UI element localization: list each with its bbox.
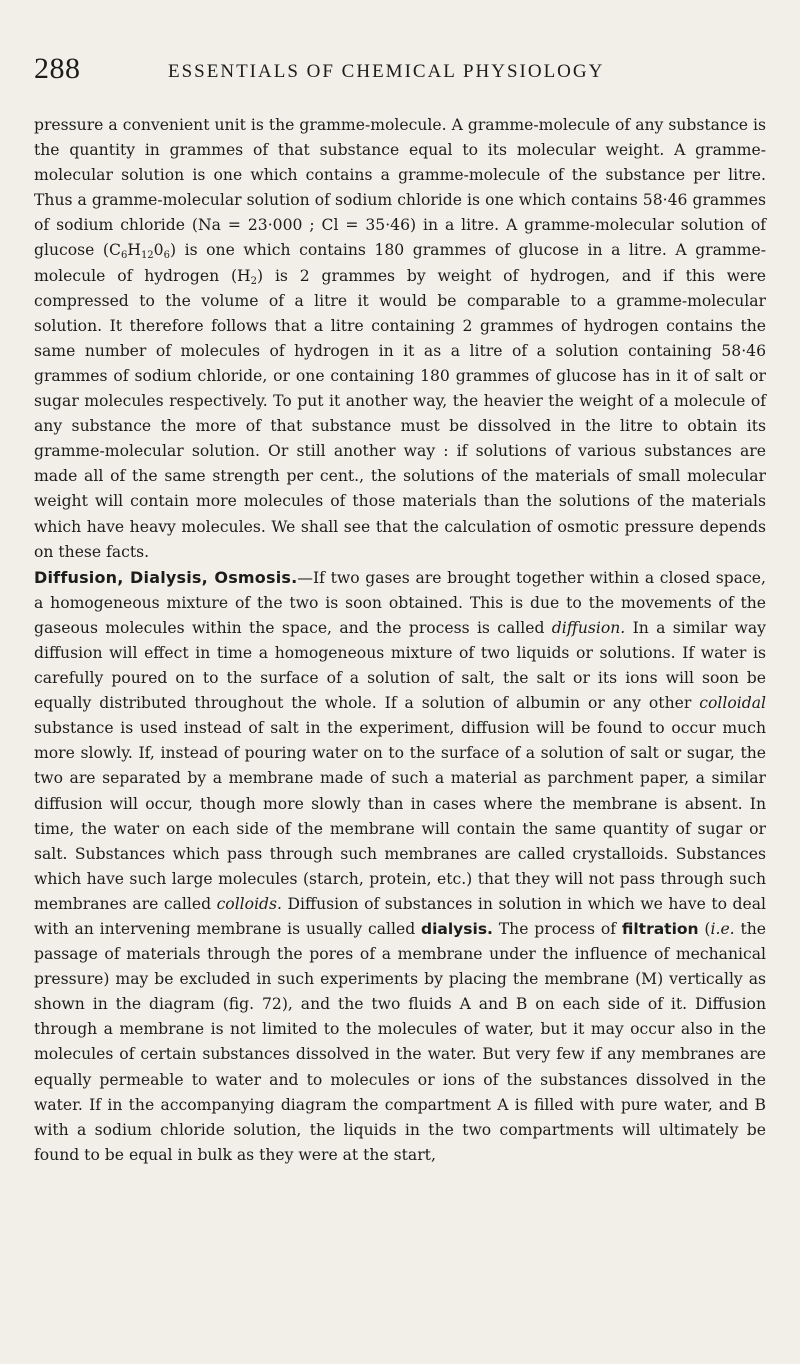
term-filtration: filtration [621,920,699,938]
text-run: Diffusion of substances in solution in which we have to deal with an intervening membrane is usually called [34,894,766,938]
paragraph-diffusion [34,565,766,1168]
term-dialysis: dialysis. [421,920,493,938]
text-run: —If two gases are brought together within a closed space, a homogeneous mixture of the two is soon obtained. This is due to the movements of the gaseous molecules within the space, and the process is called [34,568,766,637]
body-text [34,113,766,1168]
text-run: In a similar way diffusion will effect in time a homogeneous mixture of two liquids or solutions. If water is carefully poured on to the surface of a solution of salt, the salt or its ions will soon be equally distributed throughout the whole. If a solution of albumin or any other [34,618,766,713]
term-diffusion: diffusion. [551,618,626,637]
page-number: 288 [34,52,81,85]
text-run: the passage of materials through the pores of a membrane under the influence of mechanical pressure) may be excluded in such experiments by placing the membrane (M) vertically as shown in the diagram (fig. 72), and the two fluids A and B on each side of it. Diffusion through a membrane is not limited to the molecules of water, but it may occur also in the molecules of certain substances dissolved in the water. But very few if any membranes are equally permeable to water and to molecules or ions of the substances dissolved in the water. If in the accompanying diagram the compartment A is filled with pure water, and B with a sodium chloride solution, the liquids in the two compartments will ultimately be found to be equal in bulk as they were at the start, [34,920,767,1164]
term-colloids: colloids. [216,894,282,913]
section-sidehead: Diffusion, Dialysis, Osmosis. [34,567,298,587]
text-run: pressure a convenient unit is the gramme-molecule. A gramme-molecule of any substance is the quantity in grammes of that substance equal to its molecular weight. A gramme-molecular solution is one which contains a gramme-molecule of the substance per litre. Thus a gramme-molecular solution of sodium chloride is one which contains 58·46 grammes of sodium chloride (Na = 23·000 ; Cl = 35·46) in a litre. A gramme-molecular solution of glucose ( [34,116,766,260]
abbrev-ie: i.e. [710,920,735,938]
text-run: ( [698,920,711,938]
text-run: substance is used instead of salt in the experiment, diffusion will be found to occur much more slowly. If, instead of pouring water on to the surface of a solution of salt or sugar, the two are separated by a membrane made of such a material as parchment paper, a similar diffusion will occur, though more slowly than in cases where the membrane is absent. In time, the water on each side of the membrane will contain the same quantity of sugar or salt. Substances which pass through such membranes are called crystalloids. Substances which have such large molecules (starch, protein, etc.) that they will not pass through such membranes are called [34,719,766,913]
running-title: ESSENTIALS OF CHEMICAL PHYSIOLOGY [168,61,605,82]
page-header [34,52,764,92]
text-run: The process of [492,920,622,938]
term-colloidal: colloidal [699,694,766,713]
hydrogen-formula: $H_2$ [237,266,258,287]
text-run: ) is 2 grammes by weight of hydrogen, and if this were compressed to the volume of a litre it would be comparable to a gramme-molecular solution. It therefore follows that a litre containing 2 grammes of hydrogen contains the same number of molecules of hydrogen in it as a litre of a solution containing 58·46 grammes of sodium chloride, or one containing 180 grammes of glucose has in it of salt or sugar molecules respectively. To put it another way, the heavier the weight of a molecule of any substance the more of that substance must be dissolved in the litre to obtain its gramme-molecular solution. Or still another way : if solutions of various substances are made all of the same strength per cent., the solutions of the materials of small molecular weight will contain more molecules of those materials than the solutions of the materials which have heavy molecules. We shall see that the calculation of osmotic pressure depends on these facts. [34,266,766,561]
glucose-formula: $C_6H_{12}0_6$ [109,241,170,262]
text-run: ) is one which contains 180 grammes of glucose in a litre. A gramme-molecule of hydrogen ( [34,241,767,285]
paragraph-gramme-molecule [34,113,766,565]
